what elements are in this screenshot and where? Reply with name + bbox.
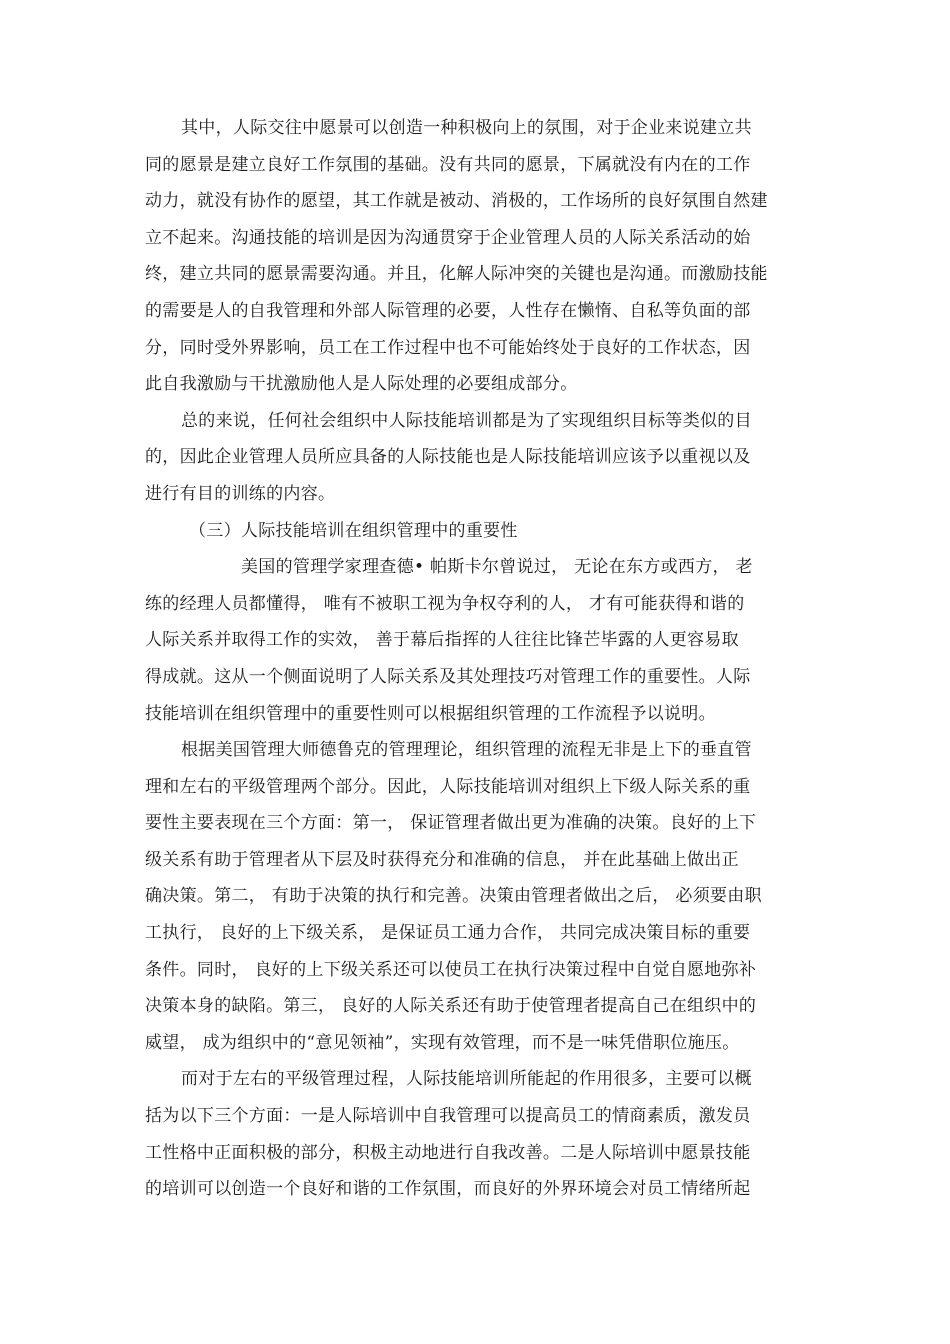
paragraph-line: 得成就。这从一个侧面说明了人际关系及其处理技巧对管理工作的重要性。人际 [145, 666, 751, 687]
paragraph-line: 的需要是人的自我管理和外部人际管理的必要，人性存在懒惰、自私等负面的部 [145, 300, 751, 321]
paragraph-line: 终，建立共同的愿景需要沟通。并且，化解人际冲突的关键也是沟通。而激励技能 [145, 264, 768, 285]
paragraph-line: 理和左右的平级管理两个部分。因此，人际技能培训对组织上下级人际关系的重 [145, 776, 751, 797]
paragraph-line: 要性主要表现在三个方面：第一， 保证管理者做出更为准确的决策。良好的上下 [145, 813, 757, 834]
paragraph-line: 级关系有助于管理者从下层及时获得充分和准确的信息， 并在此基础上做出正 [145, 849, 739, 870]
paragraph-line: 分，同时受外界影响，员工在工作过程中也不可能始终处于良好的工作状态，因 [145, 337, 751, 358]
paragraph-line: 进行有目的训练的内容。 [145, 483, 336, 504]
paragraph-line: 条件。同时， 良好的上下级关系还可以使员工在执行决策过程中自觉自愿地弥补 [145, 959, 757, 980]
paragraph-line: 威望， 成为组织中的“意见领袖”，实现有效管理，而不是一味凭借职位施压。 [145, 1032, 740, 1053]
paragraph-line: 工执行， 良好的上下级关系， 是保证员工通力合作， 共同完成决策目标的重要 [145, 923, 751, 944]
paragraph-line: 练的经理人员都懂得， 唯有不被职工视为争权夺利的人， 才有可能获得和谐的 [145, 593, 745, 614]
paragraph-line: 的，因此企业管理人员所应具备的人际技能也是人际技能培训应该予以重视以及 [145, 447, 751, 468]
paragraph-line: 此自我激励与干扰激励他人是人际处理的必要组成部分。 [145, 374, 578, 395]
paragraph-line: 立不起来。沟通技能的培训是因为沟通贯穿于企业管理人员的人际关系活动的始 [145, 227, 751, 248]
paragraph-line: 的培训可以创造一个良好和谐的工作氛围，而良好的外界环境会对员工情绪所起 [145, 1179, 751, 1200]
paragraph-line: 总的来说，任何社会组织中人际技能培训都是为了实现组织目标等类似的目 [181, 410, 752, 431]
body-text [145, 110, 805, 1208]
section-heading: （三）人际技能培训在组织管理中的重要性 [189, 520, 518, 541]
paragraph-line: 而对于左右的平级管理过程，人际技能培训所能起的作用很多，主要可以概 [181, 1069, 752, 1090]
paragraph-line: 同的愿景是建立良好工作氛围的基础。没有共同的愿景，下属就没有内在的工作 [145, 154, 751, 175]
paragraph-line: 人际关系并取得工作的实效， 善于幕后指挥的人往往比锋芒毕露的人更容易取 [145, 630, 739, 651]
paragraph-line: 确决策。第二， 有助于决策的执行和完善。决策由管理者做出之后， 必须要由职 [145, 886, 762, 907]
paragraph-line: 技能培训在组织管理中的重要性则可以根据组织管理的工作流程予以说明。 [145, 703, 716, 724]
paragraph-line: 根据美国管理大师德鲁克的管理理论，组织管理的流程无非是上下的垂直管 [181, 740, 752, 761]
paragraph-line: 工性格中正面积极的部分，积极主动地进行自我改善。二是人际培训中愿景技能 [145, 1142, 751, 1163]
paragraph-line: 括为以下三个方面：一是人际培训中自我管理可以提高员工的情商素质，激发员 [145, 1106, 751, 1127]
paragraph-line: 其中，人际交往中愿景可以创造一种积极向上的氛围，对于企业来说建立共 [181, 118, 752, 138]
paragraph-line: 决策本身的缺陷。第三， 良好的人际关系还有助于使管理者提高自己在组织中的 [145, 996, 757, 1017]
paragraph-line: 动力，就没有协作的愿望，其工作就是被动、消极的，工作场所的良好氛围自然建 [145, 191, 768, 212]
paragraph-line: 美国的管理学家理查德• 帕斯卡尔曾说过， 无论在东方或西方， 老 [241, 557, 753, 578]
